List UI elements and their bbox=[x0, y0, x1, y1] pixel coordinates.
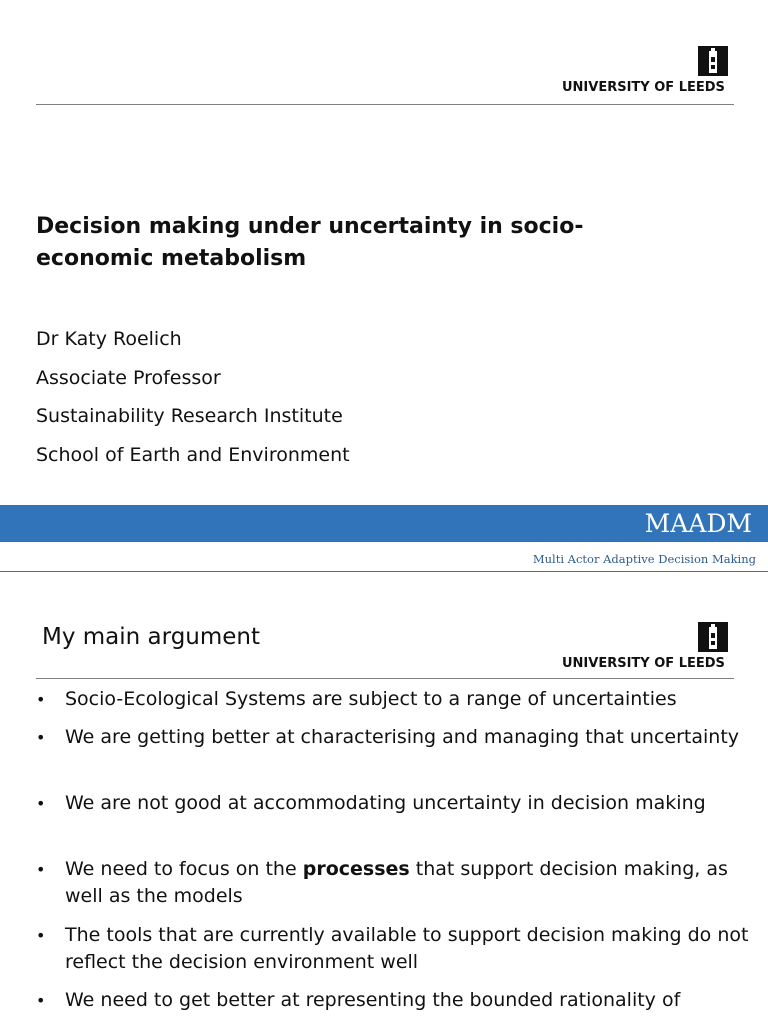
header-divider bbox=[36, 104, 734, 105]
university-logo bbox=[562, 622, 730, 672]
university-logo bbox=[562, 46, 730, 96]
emphasis-processes: processes bbox=[302, 858, 410, 880]
slide-title: Decision making under uncertainty in socio-economic metabolism bbox=[36, 214, 584, 271]
bullet-text: We need to focus on the processes that support decision making, as well as the models bbox=[65, 858, 728, 907]
logo-text: UNIVERSITY OF LEEDS bbox=[562, 656, 725, 671]
bullet-icon: • bbox=[36, 860, 46, 879]
maadm-banner bbox=[0, 505, 768, 542]
logo-text: UNIVERSITY OF LEEDS bbox=[562, 80, 725, 95]
title-slide bbox=[0, 0, 768, 505]
argument-slide bbox=[0, 572, 768, 1024]
slide-title: My main argument bbox=[42, 624, 261, 650]
bullet-icon: • bbox=[36, 690, 46, 709]
banner-subtitle: Multi Actor Adaptive Decision Making bbox=[532, 552, 756, 566]
tower-icon bbox=[698, 46, 728, 76]
bullet-text: The tools that are currently available to support decision making do not reflect the decision environment well bbox=[65, 924, 749, 973]
tower-icon bbox=[698, 622, 728, 652]
bullet-text: We need to get better at representing the bounded rationality of bbox=[65, 989, 681, 1011]
author-school: School of Earth and Environment bbox=[36, 444, 350, 466]
bullet-icon: • bbox=[36, 794, 46, 813]
author-position: Associate Professor bbox=[36, 367, 221, 389]
author-institute: Sustainability Research Institute bbox=[36, 405, 343, 427]
bullet-text: We are not good at accommodating uncertainty in decision making bbox=[65, 792, 706, 814]
author-name: Dr Katy Roelich bbox=[36, 328, 182, 350]
bullet-icon: • bbox=[36, 926, 46, 945]
header-divider bbox=[36, 678, 734, 679]
bullet-text: We are getting better at characterising and managing that uncertainty bbox=[65, 726, 740, 748]
banner-subtitle-bar bbox=[0, 542, 768, 572]
bullet-text: Socio-Ecological Systems are subject to a range of uncertainties bbox=[65, 688, 677, 710]
bullet-icon: • bbox=[36, 991, 46, 1010]
banner-title: MAADM bbox=[644, 509, 752, 538]
bullet-icon: • bbox=[36, 728, 46, 747]
